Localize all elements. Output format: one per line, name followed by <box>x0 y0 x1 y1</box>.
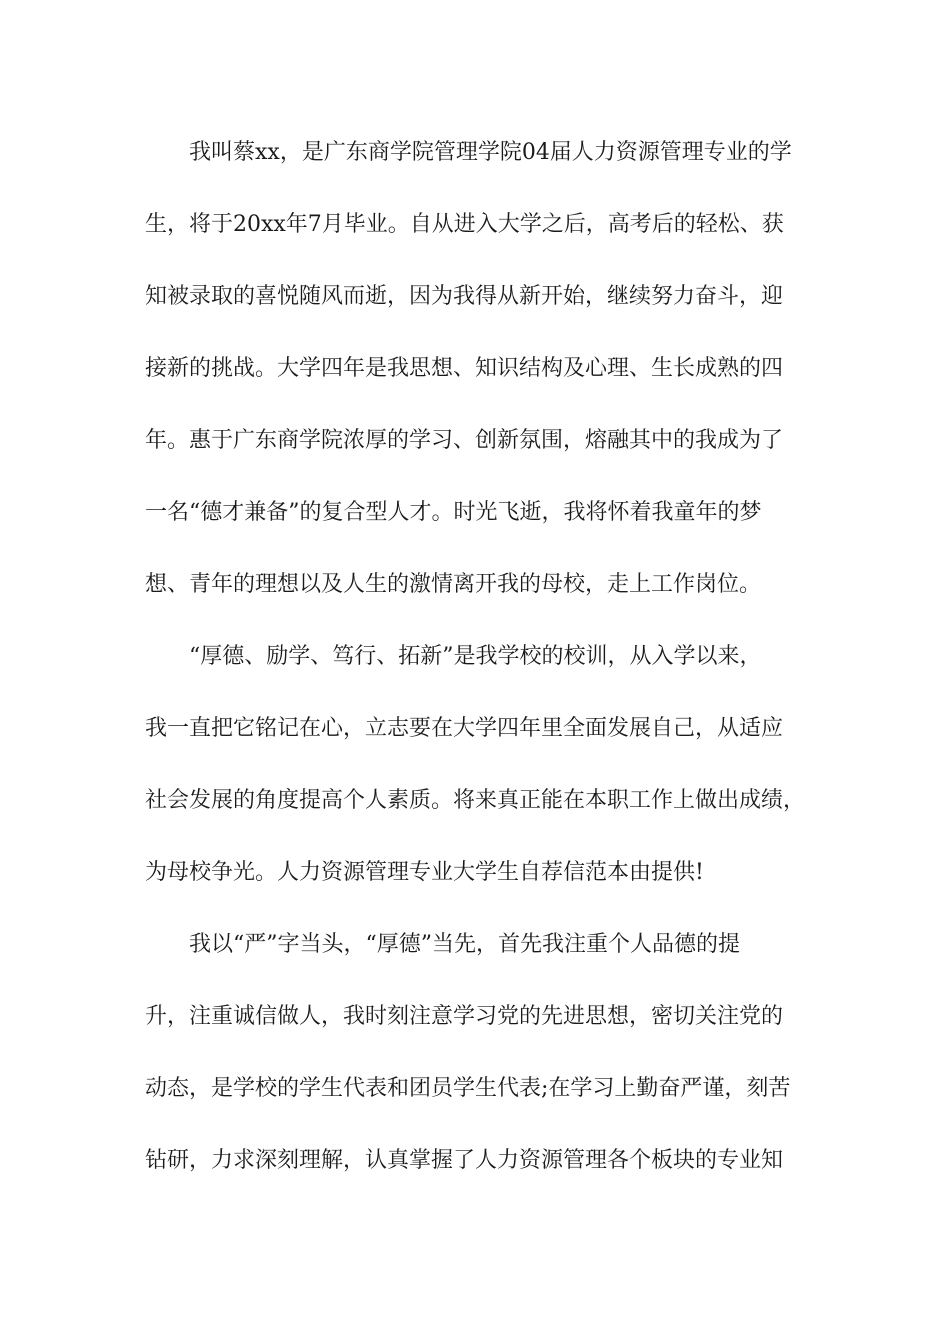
paragraph-1-line-1: 我叫蔡xx，是广东商学院管理学院04届人力资源管理专业的学 <box>189 140 792 165</box>
paragraph-2-line-1: “厚德、励学、笃行、拓新”是我学校的校训，从入学以来， <box>189 644 762 669</box>
paragraph-1-line-2: 生，将于20xx年7月毕业。自从进入大学之后，高考后的轻松、获 <box>145 212 784 237</box>
paragraph-3-line-4: 钻研，力求深刻理解，认真掌握了人力资源管理各个板块的专业知 <box>145 1148 784 1173</box>
paragraph-1-line-4: 接新的挑战。大学四年是我思想、知识结构及心理、生长成熟的四 <box>145 356 784 381</box>
paragraph-3-line-2: 升，注重诚信做人，我时刻注意学习党的先进思想，密切关注党的 <box>145 1004 784 1029</box>
paragraph-1-line-7: 想、青年的理想以及人生的激情离开我的母校，走上工作岗位。 <box>145 572 762 597</box>
paragraph-3-line-1: 我以“严”字当头，“厚德”当先，首先我注重个人品德的提 <box>189 932 740 957</box>
paragraph-1-line-3: 知被录取的喜悦随风而逝，因为我得从新开始，继续努力奋斗，迎 <box>145 284 784 309</box>
paragraph-2-line-3: 社会发展的角度提高个人素质。将来真正能在本职工作上做出成绩， <box>145 788 806 813</box>
paragraph-2-line-2: 我一直把它铭记在心，立志要在大学四年里全面发展自己，从适应 <box>145 716 784 741</box>
paragraph-2-line-4: 为母校争光。人力资源管理专业大学生自荐信范本由提供! <box>145 860 704 885</box>
paragraph-3-line-3: 动态，是学校的学生代表和团员学生代表;在学习上勤奋严谨，刻苦 <box>145 1076 791 1101</box>
paragraph-1-line-5: 年。惠于广东商学院浓厚的学习、创新氛围，熔融其中的我成为了 <box>145 428 784 453</box>
paragraph-1-line-6: 一名“德才兼备”的复合型人才。时光飞逝，我将怀着我童年的梦 <box>145 500 762 525</box>
